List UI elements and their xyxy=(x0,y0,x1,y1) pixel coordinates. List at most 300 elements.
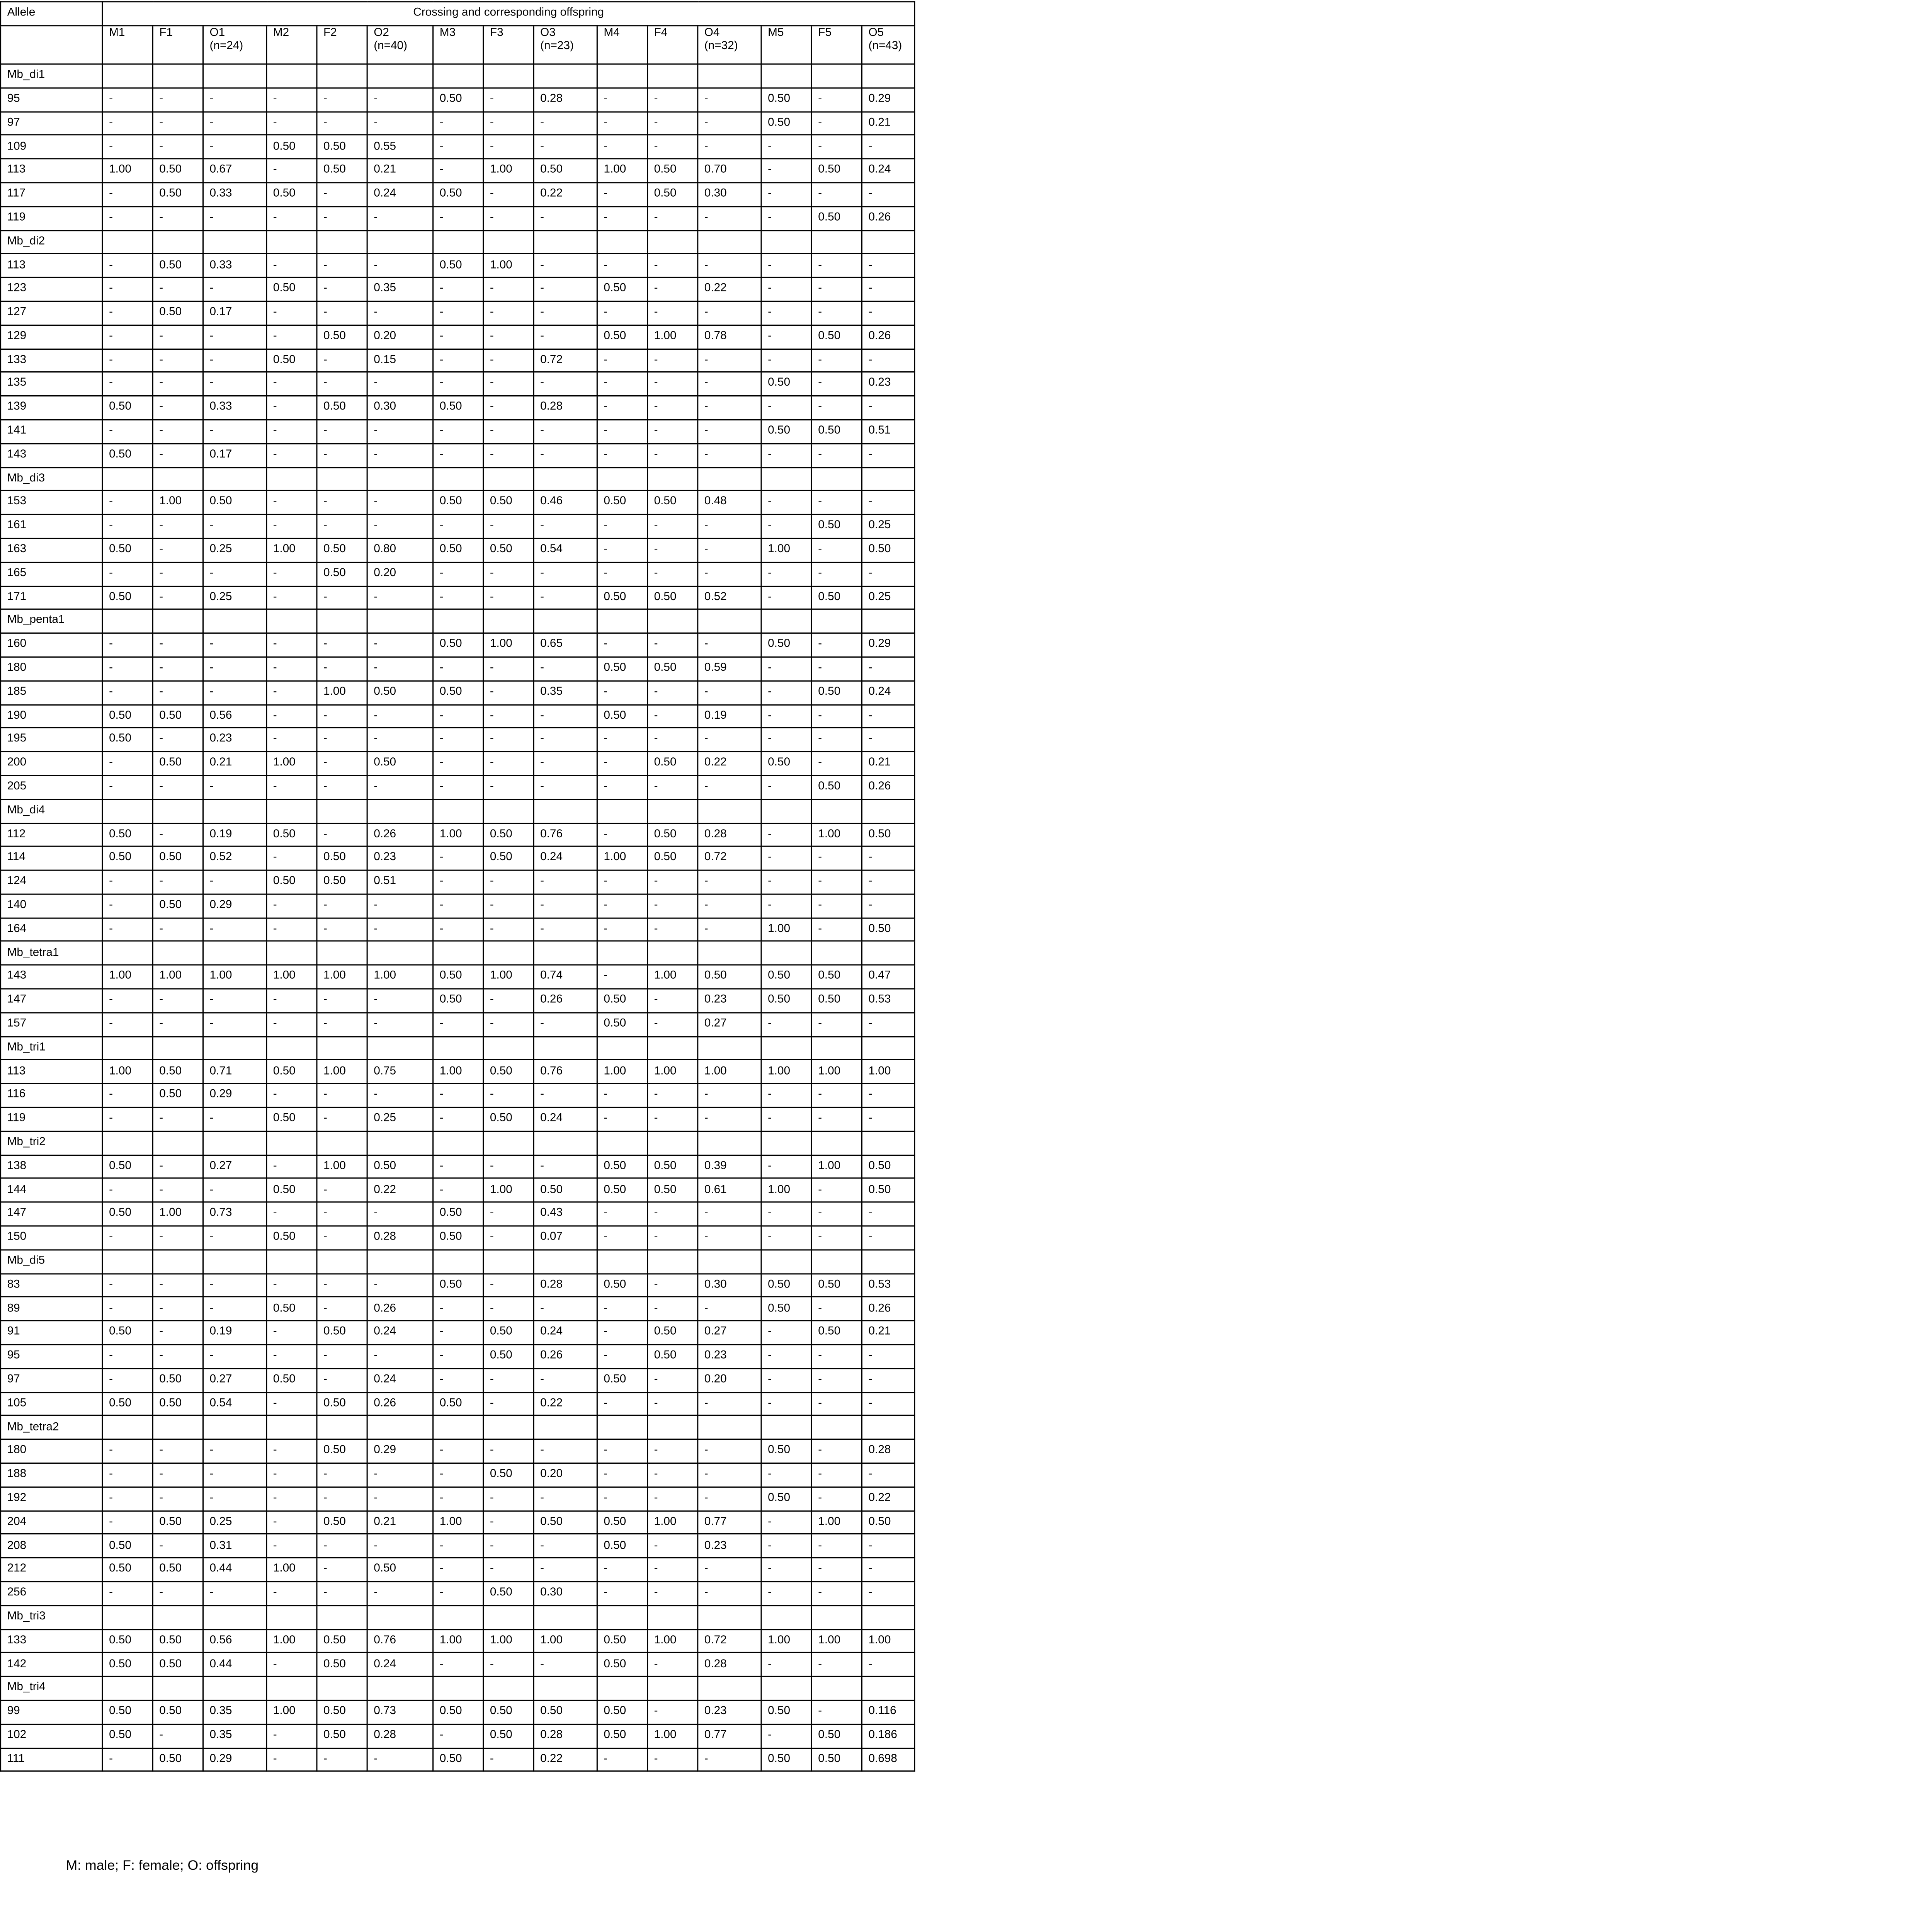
allele-size-cell: 113 xyxy=(1,1060,103,1083)
frequency-cell: - xyxy=(862,1226,915,1250)
table-row xyxy=(1,1700,915,1724)
frequency-cell: 0.50 xyxy=(153,1653,203,1677)
frequency-cell: - xyxy=(433,1439,483,1463)
frequency-cell: 0.29 xyxy=(367,1439,433,1463)
frequency-cell: - xyxy=(698,349,761,372)
frequency-cell: - xyxy=(811,918,862,941)
frequency-cell: - xyxy=(267,1345,317,1368)
frequency-cell: - xyxy=(433,657,483,680)
frequency-cell: - xyxy=(597,870,647,894)
empty-cell xyxy=(153,1677,203,1700)
frequency-cell: 0.50 xyxy=(267,1179,317,1202)
frequency-cell: - xyxy=(483,301,534,325)
empty-cell xyxy=(267,230,317,253)
frequency-cell: - xyxy=(267,301,317,325)
frequency-cell: 0.50 xyxy=(317,1321,367,1344)
frequency-cell: 0.50 xyxy=(433,1700,483,1724)
frequency-cell: - xyxy=(648,1558,698,1582)
frequency-cell: - xyxy=(433,1487,483,1510)
frequency-cell: - xyxy=(648,894,698,918)
frequency-cell: - xyxy=(267,1084,317,1107)
frequency-cell: 0.50 xyxy=(483,538,534,562)
frequency-cell: - xyxy=(698,1084,761,1107)
table-row xyxy=(1,1013,915,1036)
frequency-cell: - xyxy=(483,918,534,941)
empty-cell xyxy=(534,467,597,491)
frequency-cell: 0.19 xyxy=(203,823,266,847)
frequency-cell: - xyxy=(102,277,153,301)
frequency-cell: - xyxy=(267,989,317,1012)
frequency-cell: - xyxy=(317,1107,367,1131)
frequency-cell: 0.50 xyxy=(483,1700,534,1724)
frequency-cell: - xyxy=(597,206,647,230)
frequency-cell: 0.53 xyxy=(862,989,915,1012)
frequency-cell: - xyxy=(698,112,761,135)
frequency-cell: - xyxy=(648,562,698,586)
empty-cell xyxy=(317,64,367,88)
empty-cell xyxy=(597,1605,647,1629)
frequency-cell: 0.20 xyxy=(534,1463,597,1487)
frequency-cell: - xyxy=(534,1534,597,1558)
frequency-cell: - xyxy=(102,1274,153,1297)
frequency-cell: - xyxy=(483,1510,534,1534)
frequency-cell: - xyxy=(102,752,153,776)
frequency-cell: 0.35 xyxy=(367,277,433,301)
empty-cell xyxy=(698,1131,761,1155)
frequency-cell: - xyxy=(648,1226,698,1250)
frequency-cell: 0.44 xyxy=(203,1558,266,1582)
empty-cell xyxy=(534,1605,597,1629)
frequency-cell: - xyxy=(483,112,534,135)
empty-cell xyxy=(102,1131,153,1155)
frequency-cell: - xyxy=(317,349,367,372)
empty-cell xyxy=(811,230,862,253)
frequency-cell: - xyxy=(203,1297,266,1321)
frequency-cell: - xyxy=(534,1013,597,1036)
frequency-cell: - xyxy=(597,752,647,776)
frequency-cell: 0.26 xyxy=(862,325,915,349)
frequency-cell: 1.00 xyxy=(597,1060,647,1083)
frequency-cell: 0.76 xyxy=(534,1060,597,1083)
frequency-cell: - xyxy=(433,1297,483,1321)
allele-size-cell: 142 xyxy=(1,1653,103,1677)
frequency-cell: - xyxy=(267,372,317,396)
allele-size-cell: 111 xyxy=(1,1748,103,1771)
frequency-cell: - xyxy=(811,112,862,135)
frequency-cell: - xyxy=(267,1155,317,1179)
empty-cell xyxy=(534,1036,597,1060)
frequency-cell: 0.50 xyxy=(367,752,433,776)
frequency-cell: - xyxy=(433,112,483,135)
frequency-cell: - xyxy=(597,183,647,206)
frequency-cell: 0.27 xyxy=(203,1155,266,1179)
frequency-cell: - xyxy=(597,776,647,799)
table-row xyxy=(1,847,915,870)
empty-cell xyxy=(597,230,647,253)
frequency-cell: 0.50 xyxy=(648,657,698,680)
frequency-cell: - xyxy=(317,277,367,301)
empty-cell xyxy=(483,609,534,633)
frequency-cell: 0.50 xyxy=(317,847,367,870)
allele-size-cell: 127 xyxy=(1,301,103,325)
frequency-cell: - xyxy=(698,515,761,538)
frequency-cell: - xyxy=(648,1534,698,1558)
empty-cell xyxy=(317,1036,367,1060)
frequency-cell: 0.50 xyxy=(534,1179,597,1202)
empty-cell xyxy=(367,467,433,491)
frequency-cell: 0.24 xyxy=(862,680,915,704)
empty-cell xyxy=(761,1036,811,1060)
frequency-cell: - xyxy=(433,870,483,894)
empty-cell xyxy=(317,1416,367,1439)
frequency-cell: 0.50 xyxy=(102,396,153,420)
frequency-cell: 0.50 xyxy=(811,776,862,799)
empty-cell xyxy=(153,1416,203,1439)
frequency-cell: - xyxy=(153,1226,203,1250)
frequency-cell: 0.52 xyxy=(698,586,761,609)
frequency-cell: 0.24 xyxy=(534,1107,597,1131)
empty-cell xyxy=(367,799,433,823)
empty-cell xyxy=(761,799,811,823)
frequency-cell: 1.00 xyxy=(483,159,534,182)
allele-size-cell: 116 xyxy=(1,1084,103,1107)
frequency-cell: 0.50 xyxy=(483,1107,534,1131)
frequency-cell: 0.21 xyxy=(367,159,433,182)
frequency-cell: 0.50 xyxy=(317,1700,367,1724)
frequency-cell: - xyxy=(862,894,915,918)
empty-cell xyxy=(483,1416,534,1439)
frequency-cell: 0.50 xyxy=(317,1510,367,1534)
table-row xyxy=(1,657,915,680)
frequency-cell: - xyxy=(761,444,811,467)
frequency-cell: - xyxy=(534,1297,597,1321)
frequency-cell: - xyxy=(761,704,811,728)
frequency-cell: - xyxy=(433,728,483,752)
frequency-cell: - xyxy=(648,1582,698,1605)
frequency-cell: - xyxy=(153,206,203,230)
frequency-cell: 0.50 xyxy=(597,704,647,728)
frequency-cell: - xyxy=(534,776,597,799)
frequency-cell: - xyxy=(483,325,534,349)
frequency-cell: - xyxy=(862,1084,915,1107)
frequency-cell: - xyxy=(153,325,203,349)
empty-cell xyxy=(761,467,811,491)
empty-cell xyxy=(203,64,266,88)
frequency-cell: - xyxy=(862,183,915,206)
frequency-cell: - xyxy=(102,491,153,515)
frequency-cell: - xyxy=(203,1107,266,1131)
frequency-cell: - xyxy=(597,1107,647,1131)
frequency-cell: - xyxy=(648,1107,698,1131)
frequency-cell: - xyxy=(433,206,483,230)
empty-cell xyxy=(433,1036,483,1060)
frequency-cell: - xyxy=(367,989,433,1012)
empty-cell xyxy=(153,64,203,88)
frequency-cell: 0.50 xyxy=(761,1700,811,1724)
empty-cell xyxy=(811,609,862,633)
frequency-cell: 0.50 xyxy=(597,586,647,609)
column-header: F3 xyxy=(483,26,534,64)
frequency-cell: - xyxy=(698,1202,761,1226)
frequency-cell: 0.50 xyxy=(648,159,698,182)
frequency-cell: 0.50 xyxy=(153,752,203,776)
frequency-cell: 0.22 xyxy=(698,277,761,301)
frequency-cell: - xyxy=(317,776,367,799)
frequency-cell: - xyxy=(433,1368,483,1392)
frequency-cell: - xyxy=(811,444,862,467)
frequency-cell: - xyxy=(698,1226,761,1250)
frequency-cell: - xyxy=(534,918,597,941)
empty-cell xyxy=(597,799,647,823)
frequency-cell: - xyxy=(153,88,203,111)
frequency-cell: - xyxy=(102,1297,153,1321)
table-row xyxy=(1,989,915,1012)
empty-cell xyxy=(483,942,534,965)
frequency-cell: - xyxy=(698,870,761,894)
frequency-cell: - xyxy=(761,847,811,870)
empty-cell xyxy=(811,942,862,965)
empty-cell xyxy=(597,64,647,88)
frequency-cell: - xyxy=(267,1439,317,1463)
allele-size-cell: 113 xyxy=(1,254,103,277)
frequency-cell: 1.00 xyxy=(153,965,203,989)
locus-row xyxy=(1,1677,915,1700)
frequency-cell: 0.72 xyxy=(698,1629,761,1653)
frequency-cell: - xyxy=(534,135,597,159)
frequency-cell: - xyxy=(367,728,433,752)
allele-size-cell: 133 xyxy=(1,349,103,372)
empty-cell xyxy=(483,467,534,491)
frequency-cell: 0.50 xyxy=(761,1748,811,1771)
frequency-cell: - xyxy=(648,1392,698,1416)
frequency-cell: 0.29 xyxy=(862,88,915,111)
empty-cell xyxy=(811,64,862,88)
table-row xyxy=(1,1439,915,1463)
frequency-cell: 0.23 xyxy=(862,372,915,396)
locus-row xyxy=(1,64,915,88)
frequency-cell: - xyxy=(367,704,433,728)
allele-size-cell: 119 xyxy=(1,1107,103,1131)
frequency-cell: - xyxy=(317,1345,367,1368)
frequency-cell: - xyxy=(317,728,367,752)
frequency-cell: 1.00 xyxy=(433,1060,483,1083)
column-header: M1 xyxy=(102,26,153,64)
table-row xyxy=(1,1629,915,1653)
frequency-cell: - xyxy=(761,301,811,325)
frequency-cell: - xyxy=(317,88,367,111)
empty-cell xyxy=(153,1605,203,1629)
locus-name: Mb_tri1 xyxy=(1,1036,103,1060)
frequency-cell: - xyxy=(862,1013,915,1036)
empty-cell xyxy=(367,1250,433,1273)
frequency-cell: - xyxy=(483,277,534,301)
frequency-cell: 0.80 xyxy=(367,538,433,562)
frequency-cell: 0.24 xyxy=(534,847,597,870)
frequency-cell: 0.50 xyxy=(597,1274,647,1297)
empty-cell xyxy=(203,1416,266,1439)
allele-size-cell: 113 xyxy=(1,159,103,182)
frequency-cell: - xyxy=(433,847,483,870)
frequency-cell: 0.50 xyxy=(153,894,203,918)
frequency-cell: 0.50 xyxy=(102,444,153,467)
frequency-cell: - xyxy=(698,206,761,230)
empty-cell xyxy=(433,64,483,88)
frequency-cell: - xyxy=(483,1013,534,1036)
empty-cell xyxy=(153,942,203,965)
frequency-cell: 0.59 xyxy=(698,657,761,680)
frequency-cell: - xyxy=(317,1013,367,1036)
frequency-cell: - xyxy=(483,515,534,538)
frequency-cell: - xyxy=(761,680,811,704)
frequency-cell: - xyxy=(698,254,761,277)
frequency-cell: - xyxy=(761,657,811,680)
frequency-cell: - xyxy=(367,1345,433,1368)
empty-cell xyxy=(862,230,915,253)
allele-size-cell: 212 xyxy=(1,1558,103,1582)
frequency-cell: 0.50 xyxy=(648,1155,698,1179)
frequency-cell: - xyxy=(102,1179,153,1202)
frequency-cell: - xyxy=(367,1487,433,1510)
table-row xyxy=(1,372,915,396)
frequency-cell: - xyxy=(267,206,317,230)
frequency-cell: 0.50 xyxy=(102,1653,153,1677)
frequency-cell: - xyxy=(534,704,597,728)
frequency-cell: 0.50 xyxy=(811,515,862,538)
frequency-cell: - xyxy=(483,1226,534,1250)
empty-cell xyxy=(597,467,647,491)
frequency-cell: - xyxy=(483,776,534,799)
empty-cell xyxy=(203,609,266,633)
column-header: F5 xyxy=(811,26,862,64)
allele-size-cell: 143 xyxy=(1,444,103,467)
frequency-cell: - xyxy=(811,135,862,159)
frequency-cell: - xyxy=(761,1724,811,1748)
frequency-cell: - xyxy=(267,776,317,799)
frequency-cell: - xyxy=(534,1558,597,1582)
frequency-cell: - xyxy=(483,894,534,918)
frequency-cell: 0.50 xyxy=(761,1487,811,1510)
footnote: M: male; F: female; O: offspring xyxy=(66,1859,259,1874)
table-row xyxy=(1,1582,915,1605)
allele-size-cell: 161 xyxy=(1,515,103,538)
frequency-cell: - xyxy=(811,633,862,657)
empty-cell xyxy=(317,1250,367,1273)
empty-cell xyxy=(153,467,203,491)
frequency-cell: 0.20 xyxy=(367,562,433,586)
frequency-cell: - xyxy=(811,301,862,325)
frequency-cell: - xyxy=(102,1487,153,1510)
frequency-cell: - xyxy=(761,1345,811,1368)
frequency-cell: - xyxy=(811,1700,862,1724)
table-row xyxy=(1,254,915,277)
frequency-cell: - xyxy=(483,1439,534,1463)
frequency-cell: - xyxy=(811,88,862,111)
frequency-cell: - xyxy=(534,1653,597,1677)
frequency-cell: 0.27 xyxy=(698,1013,761,1036)
frequency-cell: - xyxy=(761,396,811,420)
empty-cell xyxy=(203,467,266,491)
empty-cell xyxy=(811,467,862,491)
table-row xyxy=(1,1653,915,1677)
frequency-cell: 0.72 xyxy=(534,349,597,372)
frequency-cell: 0.50 xyxy=(267,870,317,894)
frequency-cell: - xyxy=(483,586,534,609)
table-row xyxy=(1,1107,915,1131)
frequency-cell: - xyxy=(317,1748,367,1771)
frequency-cell: - xyxy=(203,989,266,1012)
frequency-cell: - xyxy=(203,870,266,894)
frequency-cell: - xyxy=(267,325,317,349)
frequency-cell: 0.28 xyxy=(698,1653,761,1677)
allele-size-cell: 129 xyxy=(1,325,103,349)
frequency-cell: - xyxy=(761,1653,811,1677)
frequency-cell: - xyxy=(811,1368,862,1392)
frequency-cell: - xyxy=(597,1392,647,1416)
allele-size-cell: 97 xyxy=(1,1368,103,1392)
frequency-cell: - xyxy=(597,1487,647,1510)
frequency-cell: 0.50 xyxy=(811,1321,862,1344)
frequency-cell: - xyxy=(203,1487,266,1510)
column-header: O3 (n=23) xyxy=(534,26,597,64)
table-row xyxy=(1,1463,915,1487)
frequency-cell: - xyxy=(367,633,433,657)
frequency-cell: - xyxy=(648,1013,698,1036)
empty-cell xyxy=(483,230,534,253)
locus-row xyxy=(1,467,915,491)
frequency-cell: - xyxy=(102,1463,153,1487)
frequency-cell: - xyxy=(433,586,483,609)
frequency-cell: 0.50 xyxy=(597,1534,647,1558)
frequency-cell: 0.26 xyxy=(862,776,915,799)
frequency-cell: - xyxy=(153,538,203,562)
frequency-cell: 0.50 xyxy=(153,1060,203,1083)
frequency-cell: - xyxy=(267,562,317,586)
empty-cell xyxy=(698,64,761,88)
empty-cell xyxy=(811,1131,862,1155)
frequency-cell: - xyxy=(648,206,698,230)
frequency-cell: 0.50 xyxy=(597,989,647,1012)
frequency-cell: - xyxy=(153,1297,203,1321)
frequency-cell: 0.21 xyxy=(862,112,915,135)
frequency-cell: - xyxy=(203,206,266,230)
frequency-cell: - xyxy=(433,1345,483,1368)
frequency-cell: 0.50 xyxy=(698,965,761,989)
empty-cell xyxy=(761,1416,811,1439)
frequency-cell: 0.25 xyxy=(203,538,266,562)
frequency-cell: 0.50 xyxy=(761,1274,811,1297)
table-row xyxy=(1,1202,915,1226)
frequency-cell: 0.30 xyxy=(534,1582,597,1605)
frequency-cell: 0.50 xyxy=(811,1274,862,1297)
frequency-cell: - xyxy=(862,870,915,894)
frequency-cell: 1.00 xyxy=(102,1060,153,1083)
frequency-cell: 0.50 xyxy=(862,823,915,847)
frequency-cell: - xyxy=(534,301,597,325)
frequency-cell: - xyxy=(317,586,367,609)
frequency-cell: 1.00 xyxy=(648,1724,698,1748)
frequency-cell: - xyxy=(267,254,317,277)
frequency-cell: - xyxy=(203,112,266,135)
frequency-cell: 1.00 xyxy=(267,965,317,989)
frequency-cell: - xyxy=(153,728,203,752)
frequency-cell: 1.00 xyxy=(267,752,317,776)
frequency-cell: - xyxy=(153,372,203,396)
frequency-cell: - xyxy=(102,254,153,277)
frequency-cell: 0.33 xyxy=(203,254,266,277)
allele-size-cell: 139 xyxy=(1,396,103,420)
frequency-cell: - xyxy=(597,1202,647,1226)
frequency-cell: - xyxy=(862,1582,915,1605)
